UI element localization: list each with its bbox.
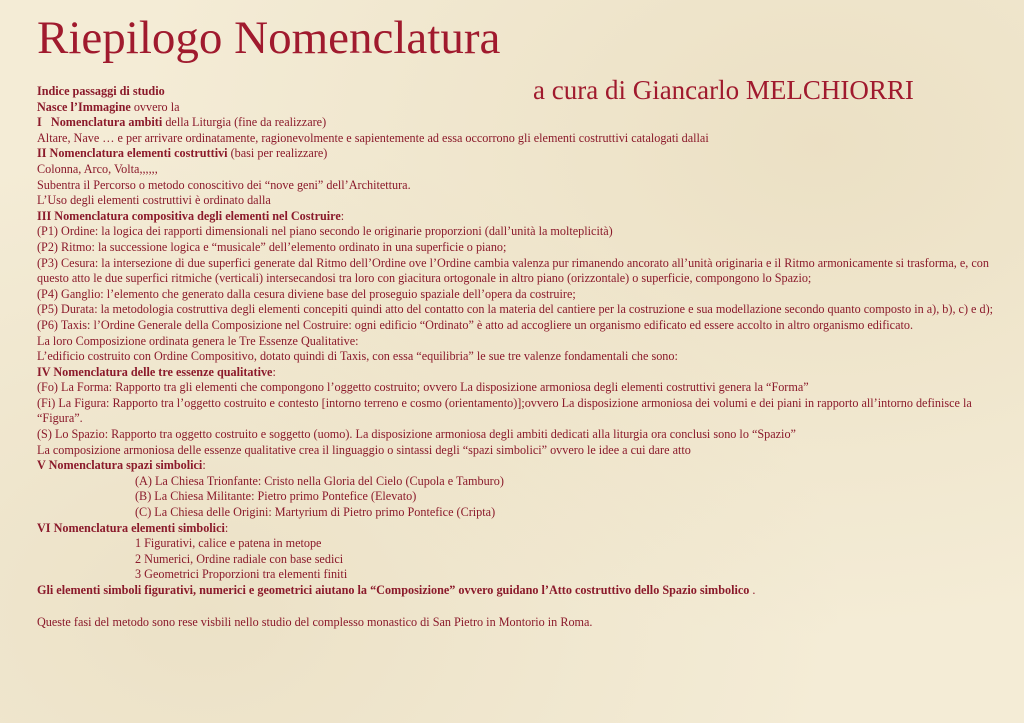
section-2-line: Colonna, Arco, Volta,,,,,, — [37, 161, 158, 176]
index-heading: Indice passaggi di studio — [37, 84, 165, 98]
section-2-heading: II Nomenclatura elementi costruttivi (basi per realizzare) — [37, 146, 328, 161]
section-3-item: (P3) Cesura: la intersezione di due superfici generate dal Ritmo dell’Ordine ove l’Ordine cambia valenza pur rimanendo ancorato all’unità originaria e il Ritmo armonicamente si trasforma, e, con questo atto le due superfici ritmiche (verticali) intersecandosi tra loro con giacitura ortogonale in altro piano (orizzontale) o superficie, compongono lo Spazio; — [37, 255, 989, 286]
section-2-line: L’Uso degli elementi costruttivi è ordinato dalla — [37, 193, 271, 208]
section-3-after: La loro Composizione ordinata genera le Tre Essenze Qualitative: — [37, 333, 359, 348]
page-title: Riepilogo Nomenclatura — [37, 12, 501, 64]
section-6-item: 1 Figurativi, calice e patena in metope — [135, 536, 322, 551]
section-4-item: La composizione armoniosa delle essenze qualitative crea il linguaggio o sintassi degli “spazi simbolici” ovvero le idee a cui dare atto — [37, 442, 691, 457]
section-6-item: 2 Numerici, Ordine radiale con base sedici — [135, 551, 344, 566]
section-4-item: (Fi) La Figura: Rapporto tra l’oggetto costruito e contesto [intorno terreno e cosmo (orientamento)];ovvero La disposizione armoniosa dei volumi e dei piani in rapporto all’intorno definisce la “Figura”. — [37, 395, 972, 426]
section-1-heading: I Nomenclatura ambiti della Liturgia (fine da realizzare) — [37, 115, 327, 130]
section-5-item: (A) La Chiesa Trionfante: Cristo nella Gloria del Cielo (Cupola e Tamburo) — [135, 473, 504, 488]
section-4-item: (S) Lo Spazio: Rapporto tra oggetto costruito e soggetto (uomo). La disposizione armoniosa degli ambiti dedicati alla liturgia ora conclusi sono lo “Spazio” — [37, 427, 796, 442]
section-5-item: (C) La Chiesa delle Origini: Martyrium di Pietro primo Pontefice (Cripta) — [135, 505, 496, 520]
document-body — [37, 84, 997, 630]
section-3-item: (P2) Ritmo: la successione logica e “musicale” dell’elemento ordinato in una superficie o piano; — [37, 239, 507, 254]
conclusion: Gli elementi simboli figurativi, numerici e geometrici aiutano la “Composizione” ovvero guidano l’Atto costruttivo dello Spazio simbolico . — [37, 583, 756, 597]
section-5-heading: V Nomenclatura spazi simbolici: — [37, 458, 206, 473]
footer-note: Queste fasi del metodo sono rese visbili nello studio del complesso monastico di San Pietro in Montorio in Roma. — [37, 614, 593, 629]
section-6-item: 3 Geometrici Proporzioni tra elementi finiti — [135, 567, 348, 582]
author-credit: a cura di Giancarlo MELCHIORRI — [533, 75, 914, 105]
intro-line: Nasce l’Immagine ovvero la — [37, 99, 180, 114]
spacer — [37, 599, 997, 615]
section-4-item: (Fo) La Forma: Rapporto tra gli elementi che compongono l’oggetto costruito; ovvero La disposizione armoniosa degli elementi costruttivi genera la “Forma” — [37, 380, 809, 395]
section-3-item: (P5) Durata: la metodologia costruttiva degli elementi concepiti quindi atto del contatto con la materia del cantiere per la costruzione e sua modellazione secondo quanto composto in a), b), c) e d); — [37, 302, 994, 317]
section-3-item: (P1) Ordine: la logica dei rapporti dimensionali nel piano secondo le originarie proporzioni (dall’unità la molteplicità) — [37, 224, 613, 239]
section-2-line: Subentra il Percorso o metodo conoscitivo dei “nove geni” dell’Architettura. — [37, 177, 411, 192]
section-3-item: (P6) Taxis: l’Ordine Generale della Composizione nel Costruire: ogni edificio “Ordinato” è atto ad accogliere un organismo edificato ed essere accolto in altro organismo edificato. — [37, 317, 914, 332]
section-3-item: (P4) Ganglio: l’elemento che generato dalla cesura diviene base del proseguio spaziale dell’opera da costruire; — [37, 286, 576, 301]
section-3-after: L’edificio costruito con Ordine Compositivo, dotato quindi di Taxis, con essa “equilibria” le sue tre valenze fondamentali che sono: — [37, 349, 678, 364]
section-4-heading: IV Nomenclatura delle tre essenze qualitative: — [37, 364, 276, 379]
section-3-heading: III Nomenclatura compositiva degli elementi nel Costruire: — [37, 208, 345, 223]
section-6-heading: VI Nomenclatura elementi simbolici: — [37, 520, 229, 535]
section-1-line: Altare, Nave … e per arrivare ordinatamente, ragionevolmente e sapientemente ad essa occorrono gli elementi costruttivi catalogati dallai — [37, 130, 709, 145]
section-5-item: (B) La Chiesa Militante: Pietro primo Pontefice (Elevato) — [135, 489, 417, 504]
